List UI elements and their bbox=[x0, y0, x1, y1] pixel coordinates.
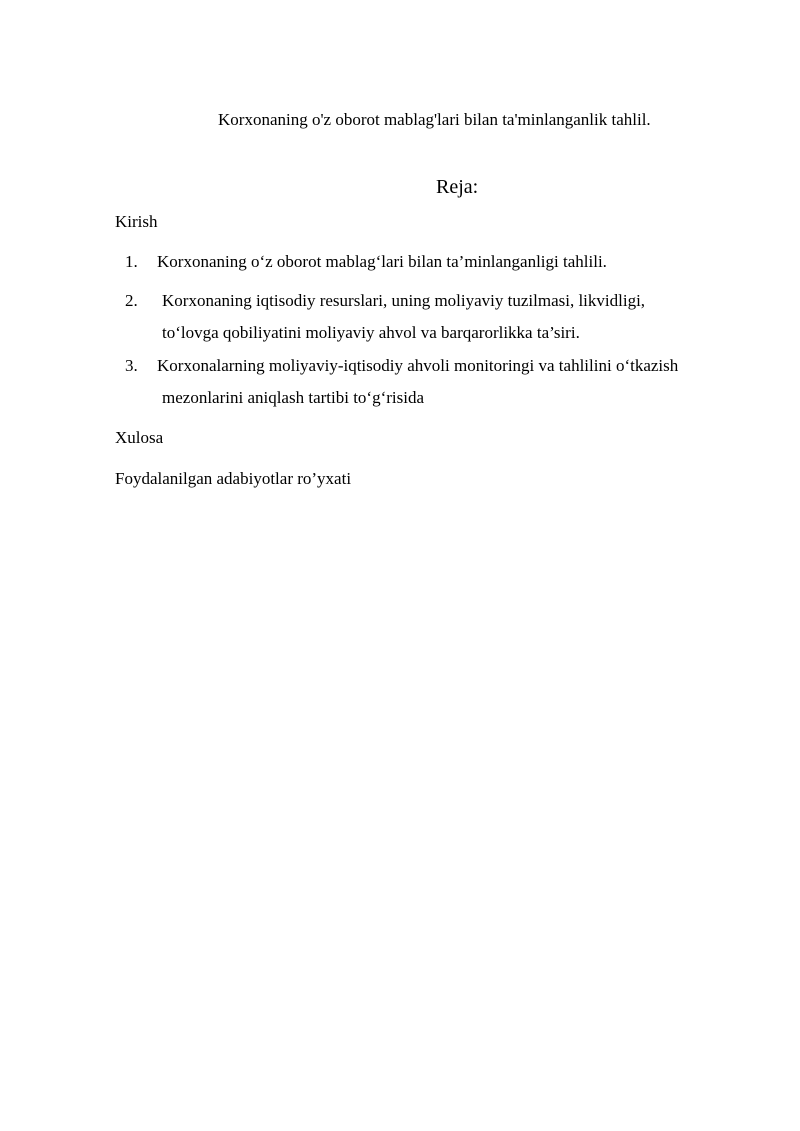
list-item-text: Korxonalarning moliyaviy-iqtisodiy ahvoli monitoringi va tahlilini o‘tkazish bbox=[157, 356, 679, 375]
list-item-text-continuation: to‘lovga qobiliyatini moliyaviy ahvol va barqarorlikka ta’siri. bbox=[162, 323, 580, 342]
references-section: Foydalanilgan adabiyotlar ro’yxati bbox=[115, 469, 352, 488]
list-item-number: 2. bbox=[125, 291, 138, 310]
list-item-text: Korxonaning iqtisodiy resurslari, uning moliyaviy tuzilmasi, likvidligi, bbox=[162, 291, 646, 310]
list-item-text-continuation: mezonlarini aniqlash tartibi to‘g‘risida bbox=[162, 388, 425, 407]
intro-section: Kirish bbox=[115, 212, 158, 231]
conclusion-section: Xulosa bbox=[115, 428, 164, 447]
list-item-number: 3. bbox=[125, 356, 138, 375]
list-item-number: 1. bbox=[125, 252, 138, 271]
plan-heading: Reja: bbox=[436, 176, 479, 198]
list-item-text: Korxonaning o‘z oborot mablag‘lari bilan ta’minlanganligi tahlili. bbox=[157, 252, 607, 271]
document-title: Korxonaning o'z oborot mablag'lari bilan ta'minlanganlik tahlil. bbox=[218, 110, 651, 129]
